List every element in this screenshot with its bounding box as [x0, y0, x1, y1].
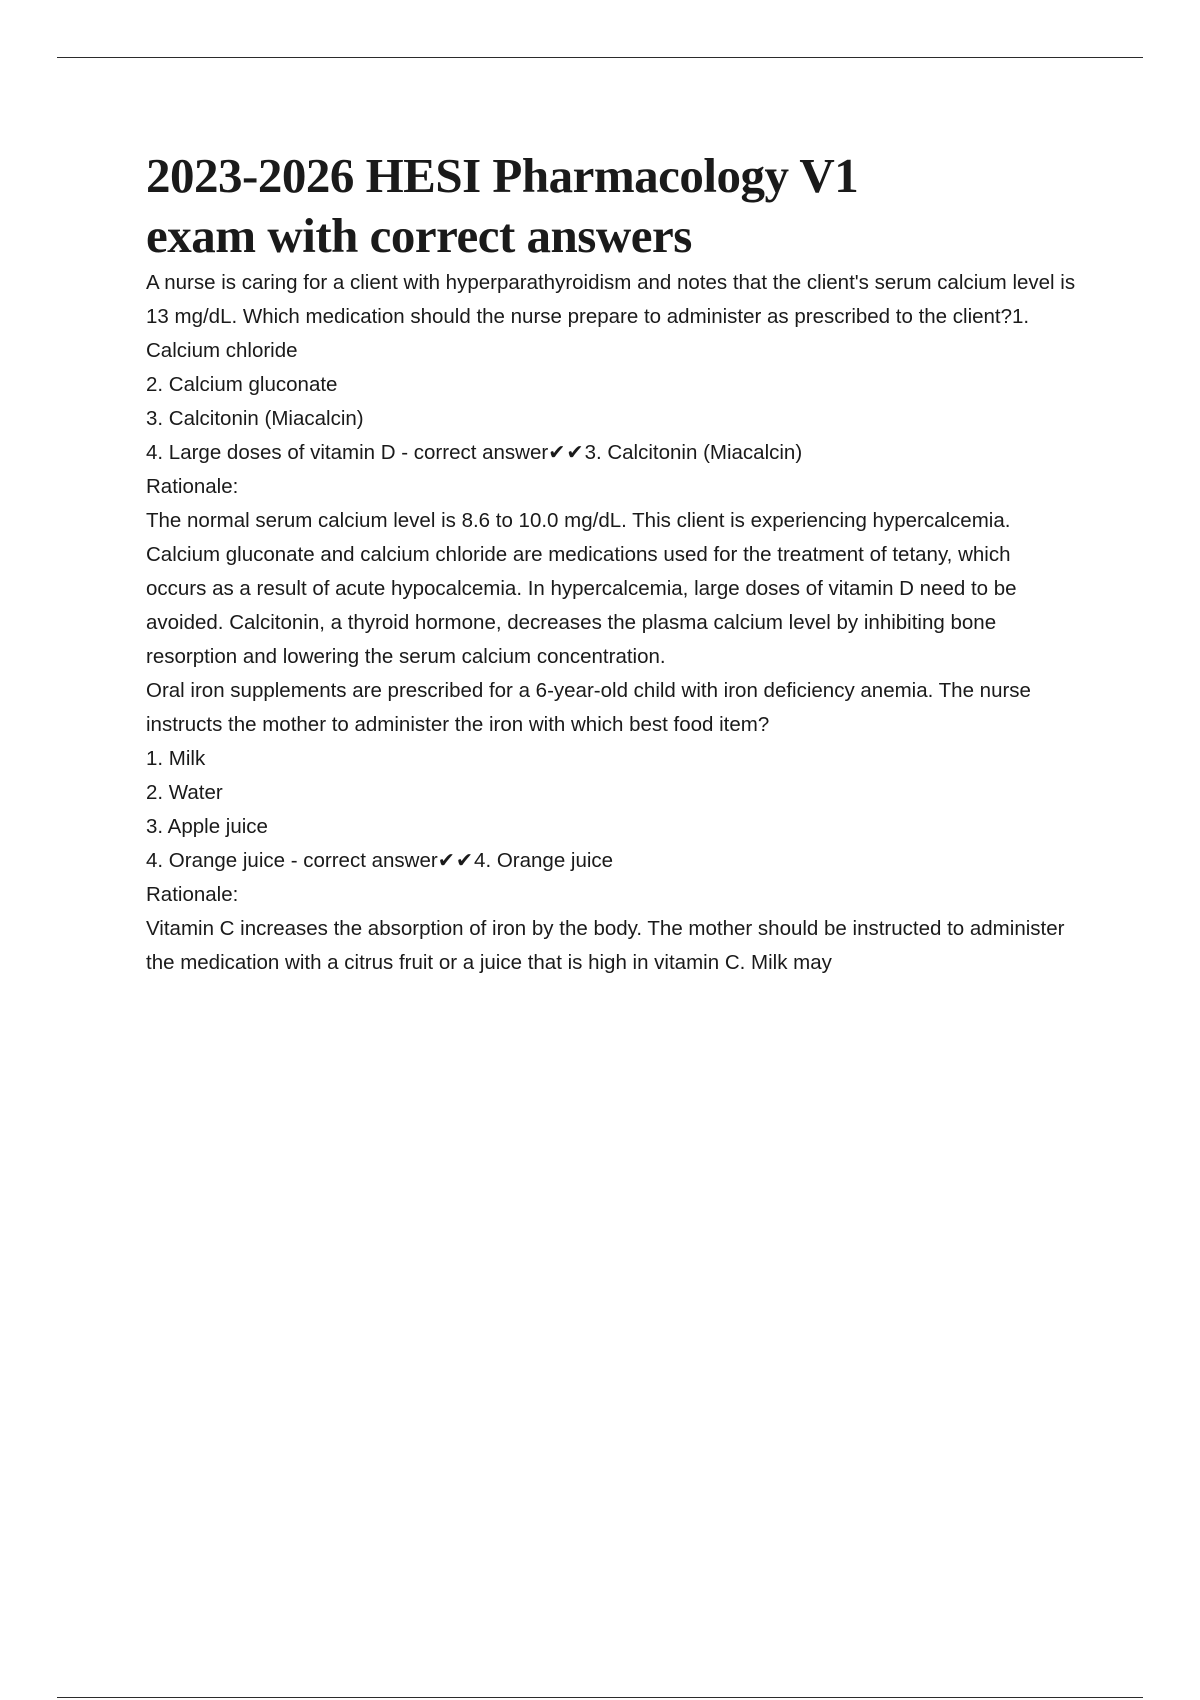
top-rule [57, 57, 1143, 58]
question-2-rationale-label: Rationale: [146, 883, 239, 906]
question-1-correct-answer: 3. Calcitonin (Miacalcin) [584, 441, 803, 464]
question-1-rationale: The normal serum calcium level is 8.6 to 10.0 mg/dL. This client is experiencing hypercalcemia. Calcium gluconate and calcium chloride are medications used for the treatment of tetany, which occurs as a result of acute hypocalcemia. In hypercalcemia, large doses of vitamin D need to be avoided. Calcitonin, a thyroid hormone, decreases the plasma calcium level by inhibiting bone resorption and lowering the serum calcium concentration. [146, 509, 1017, 668]
question-1-stem: A nurse is caring for a client with hyperparathyroidism and notes that the client's serum calcium level is 13 mg/dL. Which medication should the nurse prepare to administer as prescribed to the client?1. Calcium chloride [146, 271, 1076, 362]
question-1-option-4: 4. Large doses of vitamin D - correct answer [146, 441, 549, 464]
question-2 [146, 674, 1076, 980]
document-body [146, 146, 1076, 980]
question-1-option-2: 2. Calcium gluconate [146, 373, 338, 396]
title-line-2: exam with correct answers [146, 208, 692, 263]
question-2-option-2: 2. Water [146, 781, 223, 804]
document-title [146, 146, 1076, 266]
checkmark-icon: ✔✔ [548, 441, 585, 464]
question-2-option-4: 4. Orange juice - correct answer [146, 849, 438, 872]
checkmark-icon: ✔✔ [437, 849, 475, 872]
question-1 [146, 266, 1076, 674]
question-1-rationale-label: Rationale: [146, 475, 239, 498]
question-2-correct-answer: 4. Orange juice [474, 849, 614, 872]
question-1-option-3: 3. Calcitonin (Miacalcin) [146, 407, 364, 430]
bottom-rule [57, 1697, 1143, 1698]
question-2-rationale: Vitamin C increases the absorption of iron by the body. The mother should be instructed to administer the medication with a citrus fruit or a juice that is high in vitamin C. Milk may [146, 917, 1065, 974]
title-line-1: 2023-2026 HESI Pharmacology V1 [146, 148, 859, 203]
question-1-option-4-answer [146, 436, 1076, 470]
question-2-option-4-answer [146, 844, 1076, 878]
question-2-option-3: 3. Apple juice [146, 815, 268, 838]
question-2-stem: Oral iron supplements are prescribed for a 6-year-old child with iron deficiency anemia. The nurse instructs the mother to administer the iron with which best food item? [146, 679, 1031, 736]
question-2-option-1: 1. Milk [146, 747, 206, 770]
